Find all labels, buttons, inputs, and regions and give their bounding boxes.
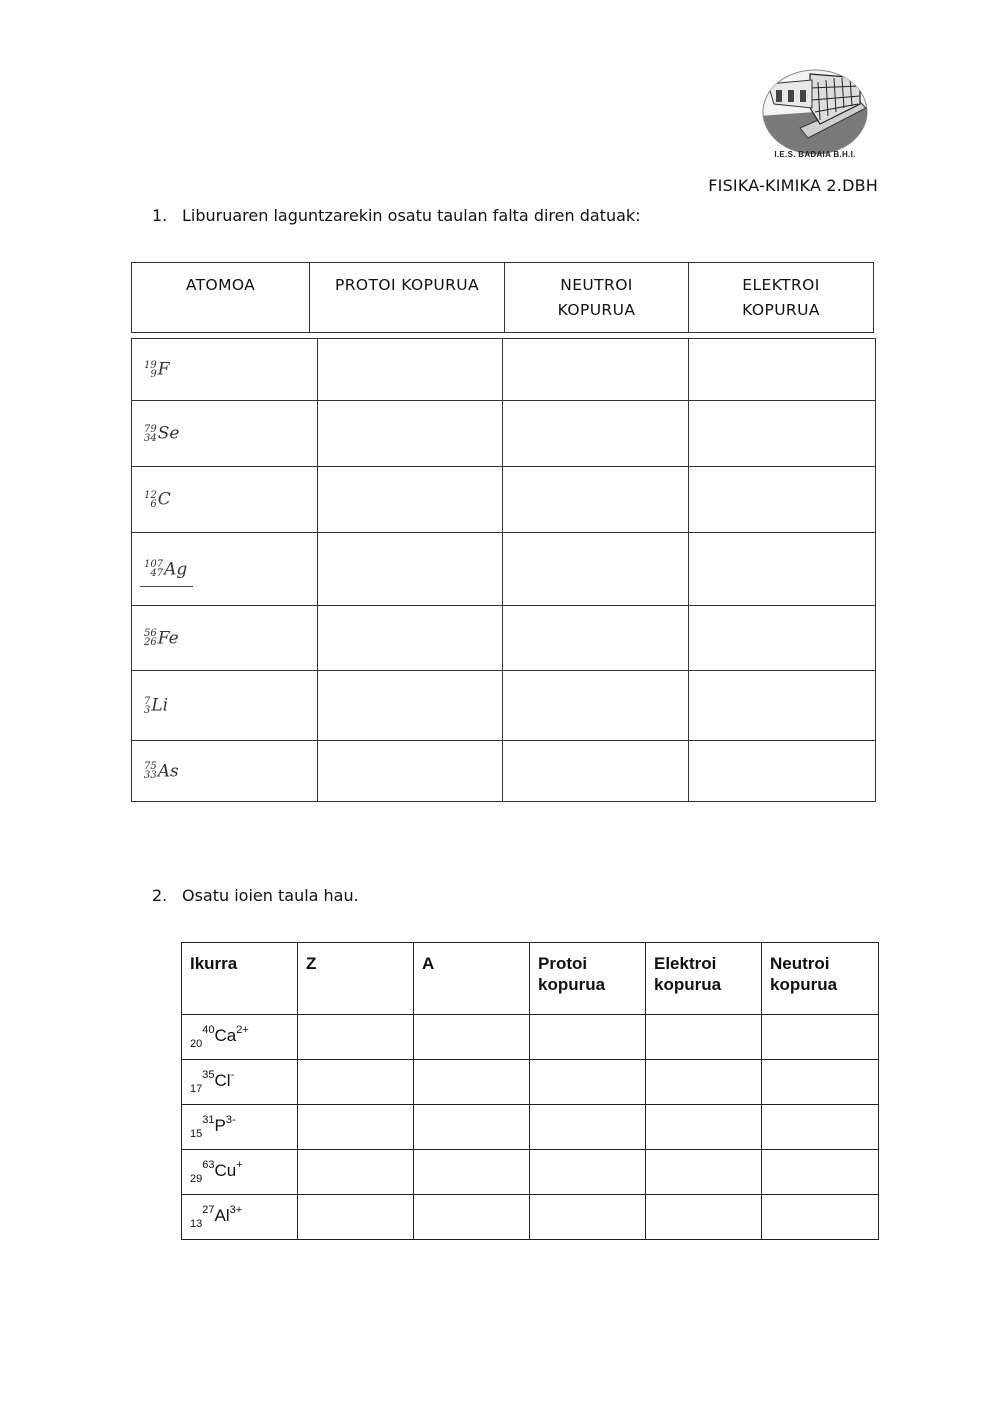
protons-cell[interactable] (530, 1060, 646, 1105)
electrons-cell[interactable] (689, 741, 876, 802)
atoms-table (131, 338, 876, 802)
column-header-protons: Protoi kopurua (530, 943, 646, 1015)
electrons-cell[interactable] (646, 1195, 762, 1240)
atomic-number: 13 (190, 1218, 203, 1230)
atomic-number: 33 (144, 770, 157, 782)
mass-number: 56 (144, 628, 157, 640)
electrons-cell[interactable] (646, 1060, 762, 1105)
question-2-text: Osatu ioien taula hau. (182, 886, 359, 905)
mass-number: 31 (202, 1114, 215, 1126)
neutrons-cell[interactable] (503, 401, 689, 467)
table-row (132, 401, 876, 467)
column-header-electrons: Elektroi kopurua (646, 943, 762, 1015)
element-symbol: P (214, 1116, 226, 1135)
neutrons-cell[interactable] (503, 741, 689, 802)
neutrons-cell[interactable] (503, 606, 689, 671)
column-header-symbol: Ikurra (182, 943, 298, 1015)
atomic-number: 3 (144, 704, 151, 716)
atomic-number: 9 (150, 368, 157, 380)
z-cell[interactable] (298, 1195, 414, 1240)
mass-number: 107 (144, 559, 164, 571)
underline-divider (140, 586, 193, 587)
mass-number: 19 (144, 359, 157, 371)
element-symbol: Se (157, 423, 180, 444)
z-cell[interactable] (298, 1015, 414, 1060)
table-row (182, 1150, 879, 1195)
electrons-cell[interactable] (646, 1150, 762, 1195)
element-symbol: C (157, 489, 171, 510)
element-symbol: Fe (157, 628, 179, 649)
atomic-number: 17 (190, 1083, 203, 1095)
table-row (132, 606, 876, 671)
protons-cell[interactable] (318, 606, 503, 671)
z-cell[interactable] (298, 1060, 414, 1105)
question-1 (152, 206, 641, 225)
neutrons-cell[interactable] (762, 1060, 879, 1105)
neutrons-cell[interactable] (762, 1195, 879, 1240)
atomic-number: 29 (190, 1173, 203, 1185)
element-symbol: Ag (164, 559, 188, 580)
ion-charge: - (230, 1069, 235, 1081)
a-cell[interactable] (414, 1060, 530, 1105)
atom-symbol (132, 339, 318, 401)
atomic-number: 26 (144, 637, 157, 649)
protons-cell[interactable] (318, 401, 503, 467)
table-row (132, 467, 876, 533)
atomic-number: 20 (190, 1038, 203, 1050)
electrons-cell[interactable] (689, 467, 876, 533)
column-header-electrons: ELEKTROI KOPURUA (689, 263, 874, 333)
element-symbol: Cu (214, 1161, 237, 1180)
neutrons-cell[interactable] (503, 339, 689, 401)
table-row (182, 1195, 879, 1240)
electrons-cell[interactable] (689, 533, 876, 606)
ion-symbol (182, 1015, 298, 1060)
school-name: I.E.S. BADAIA B.H.I. (774, 150, 856, 159)
table-row (132, 741, 876, 802)
atom-symbol (132, 741, 318, 802)
protons-cell[interactable] (318, 741, 503, 802)
mass-number: 40 (202, 1024, 215, 1036)
neutrons-cell[interactable] (503, 467, 689, 533)
z-cell[interactable] (298, 1150, 414, 1195)
element-symbol: F (157, 359, 170, 380)
electrons-cell[interactable] (689, 606, 876, 671)
mass-number: 12 (144, 489, 157, 501)
atom-symbol (132, 606, 318, 671)
question-2 (152, 886, 359, 905)
mass-number: 35 (202, 1069, 215, 1081)
ions-table-header (182, 943, 879, 1015)
table-row (182, 1015, 879, 1060)
ion-charge: + (236, 1159, 243, 1171)
column-header-neutrons: NEUTROI KOPURUA (505, 263, 689, 333)
element-symbol: Al (214, 1206, 230, 1225)
protons-cell[interactable] (530, 1105, 646, 1150)
mass-number: 63 (202, 1159, 215, 1171)
protons-cell[interactable] (530, 1195, 646, 1240)
a-cell[interactable] (414, 1015, 530, 1060)
ion-symbol (182, 1060, 298, 1105)
ion-charge: 2+ (236, 1024, 249, 1036)
neutrons-cell[interactable] (762, 1105, 879, 1150)
table-row (132, 671, 876, 741)
atom-symbol (132, 533, 318, 606)
column-header-atom: ATOMOA (132, 263, 310, 333)
electrons-cell[interactable] (689, 339, 876, 401)
ion-charge: 3+ (229, 1204, 243, 1216)
table-row (182, 1105, 879, 1150)
table-row (132, 339, 876, 401)
neutrons-cell[interactable] (503, 671, 689, 741)
neutrons-cell[interactable] (762, 1150, 879, 1195)
protons-cell[interactable] (530, 1150, 646, 1195)
element-symbol: Li (151, 695, 169, 716)
mass-number: 75 (144, 761, 157, 773)
atoms-table-header (131, 262, 874, 333)
atomic-number: 6 (150, 498, 157, 510)
course-title: FISIKA-KIMIKA 2.DBH (708, 176, 878, 195)
a-cell[interactable] (414, 1195, 530, 1240)
column-header-a: A (414, 943, 530, 1015)
ion-symbol (182, 1195, 298, 1240)
column-header-neutrons: Neutroi kopurua (762, 943, 879, 1015)
table-row (132, 533, 876, 606)
protons-cell[interactable] (318, 467, 503, 533)
column-header-z: Z (298, 943, 414, 1015)
protons-cell[interactable] (318, 339, 503, 401)
a-cell[interactable] (414, 1150, 530, 1195)
ion-symbol (182, 1150, 298, 1195)
electrons-cell[interactable] (646, 1015, 762, 1060)
a-cell[interactable] (414, 1105, 530, 1150)
protons-cell[interactable] (318, 671, 503, 741)
atom-symbol (132, 671, 318, 741)
protons-cell[interactable] (530, 1015, 646, 1060)
protons-cell[interactable] (318, 533, 503, 606)
question-2-number: 2. (152, 886, 168, 905)
atomic-number: 15 (190, 1128, 203, 1140)
mass-number: 7 (144, 695, 151, 707)
atom-symbol (132, 401, 318, 467)
mass-number: 79 (144, 423, 157, 435)
z-cell[interactable] (298, 1105, 414, 1150)
element-symbol: As (157, 761, 179, 782)
electrons-cell[interactable] (689, 401, 876, 467)
table-row (182, 1060, 879, 1105)
ions-table (181, 942, 879, 1240)
electrons-cell[interactable] (689, 671, 876, 741)
question-1-number: 1. (152, 206, 168, 225)
atom-symbol (132, 467, 318, 533)
atomic-number: 47 (150, 568, 164, 580)
element-symbol: Ca (214, 1026, 237, 1045)
question-1-text: Liburuaren laguntzarekin osatu taulan falta diren datuak: (182, 206, 641, 225)
atomic-number: 34 (144, 432, 157, 444)
ion-symbol (182, 1105, 298, 1150)
column-header-protons: PROTOI KOPURUA (310, 263, 505, 333)
ion-charge: 3- (225, 1114, 236, 1126)
neutrons-cell[interactable] (503, 533, 689, 606)
electrons-cell[interactable] (646, 1105, 762, 1150)
mass-number: 27 (202, 1204, 215, 1216)
element-symbol: Cl (214, 1071, 231, 1090)
neutrons-cell[interactable] (762, 1015, 879, 1060)
